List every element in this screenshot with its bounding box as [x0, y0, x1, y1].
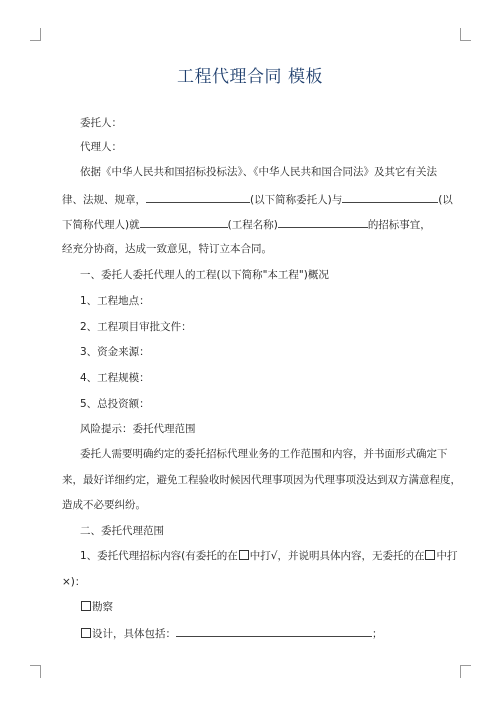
scope-item-1-line-2: ×)：	[62, 576, 86, 588]
overview-item-investment: 5、总投资额：	[80, 398, 150, 410]
basis-text: 下简称代理人)就	[62, 219, 140, 231]
scope-item-1-line-1	[80, 549, 457, 563]
design-checkbox[interactable]	[81, 628, 91, 638]
overview-item-approval: 2、工程项目审批文件：	[80, 321, 192, 333]
crop-mark-top-right	[460, 28, 471, 41]
basis-line-3	[62, 216, 431, 232]
checkbox-icon	[239, 550, 249, 560]
option-label: 设计，具体包括：	[92, 628, 176, 640]
basis-text: 律、法规、规章，	[62, 194, 146, 206]
basis-text: 的招标事宜，	[367, 219, 431, 231]
crop-mark-top-left	[30, 28, 41, 41]
document-title: 工程代理合同 模板	[177, 67, 323, 87]
crop-mark-bottom-right	[460, 665, 471, 678]
survey-checkbox[interactable]	[81, 601, 91, 611]
basis-line-2	[62, 191, 453, 207]
project-blank[interactable]	[140, 216, 228, 228]
risk-line-2: 来，最好详细约定，避免工程验收时候因代理事项因为代理事项没达到双方满意程度，	[62, 474, 461, 486]
scope-text: 1、委托代理招标内容(有委托的在	[80, 550, 238, 562]
overview-item-location: 1、工程地点：	[80, 295, 150, 307]
scope-text: 中打	[436, 550, 458, 562]
risk-heading: 风险提示：委托代理范围	[80, 423, 196, 435]
risk-line-1: 委托人需要明确约定的委托招标代理业务的工作范围和内容，并书面形式确定下	[80, 448, 448, 460]
section-1-heading: 一、委托人委托代理人的工程(以下简称"本工程")概况	[80, 269, 329, 281]
design-details-blank[interactable]	[176, 625, 372, 637]
section-2-heading: 二、委托代理范围	[80, 525, 164, 537]
basis-line-4: 经充分协商，达成一致意见，特订立本合同。	[62, 243, 272, 255]
scope-text: 中打√，并说明具体内容，无委托的在	[249, 550, 425, 562]
option-survey	[80, 600, 113, 614]
risk-line-3: 造成不必要纠纷。	[62, 499, 146, 511]
checkbox-icon	[425, 550, 435, 560]
basis-text: (以下简称委托人)与	[250, 194, 343, 206]
basis-text: (工程名称)	[227, 219, 278, 231]
project-name-blank[interactable]	[278, 216, 368, 228]
option-end: ；	[372, 628, 383, 640]
client-label: 委托人：	[80, 117, 122, 129]
client-name-blank[interactable]	[146, 191, 250, 203]
option-design	[80, 625, 383, 641]
crop-mark-bottom-left	[30, 665, 41, 678]
agent-label: 代理人：	[80, 141, 122, 153]
basis-text: (以	[438, 194, 453, 206]
agent-name-blank[interactable]	[342, 191, 438, 203]
overview-item-funding: 3、资金来源：	[80, 346, 150, 358]
overview-item-scale: 4、工程规模：	[80, 372, 150, 384]
basis-line-1: 依据《中华人民共和国招标投标法》、《中华人民共和国合同法》及其它有关法	[80, 166, 437, 178]
option-label: 勘察	[92, 601, 113, 613]
